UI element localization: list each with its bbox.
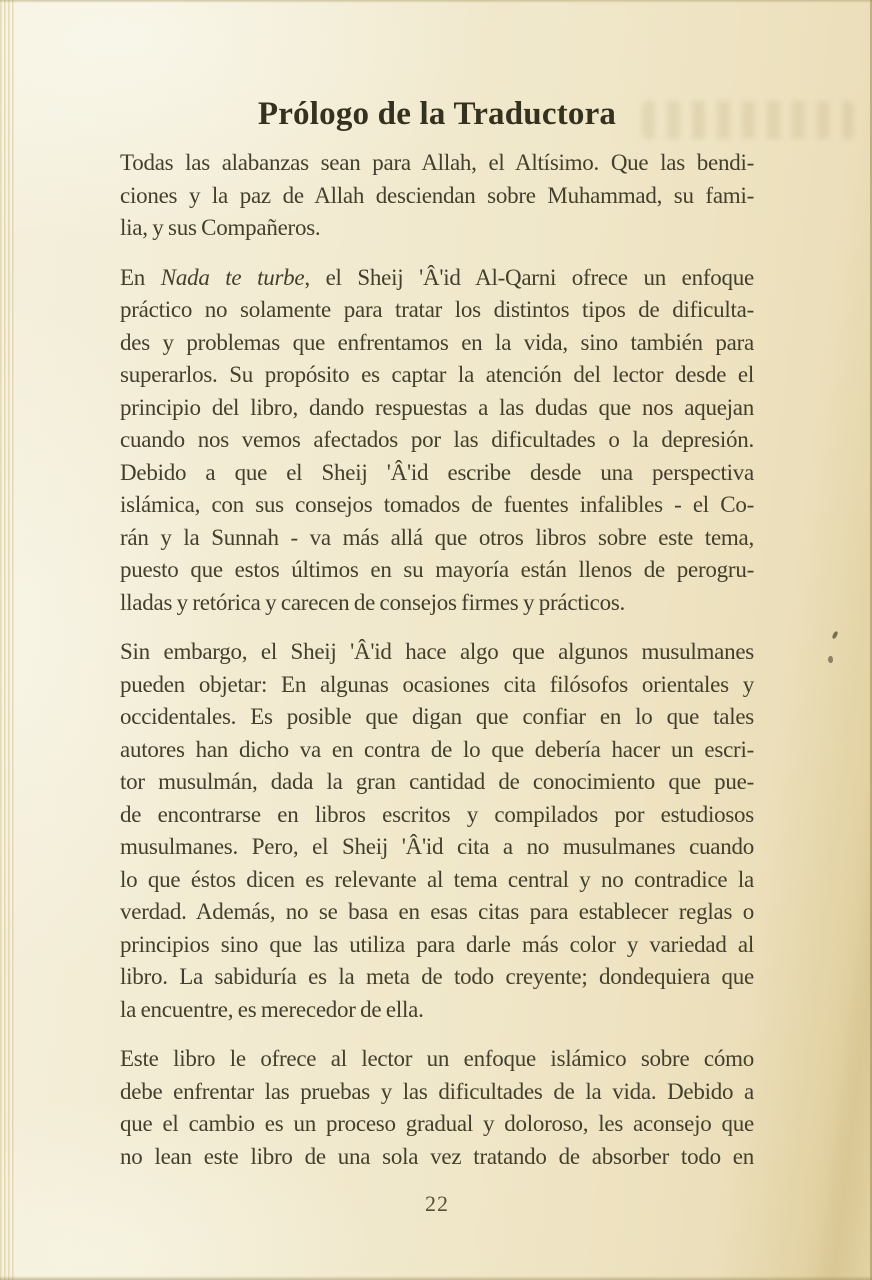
text-line: occidentales. Es posible que digan que confiar en lo que tales: [120, 704, 754, 729]
text-line: autores han dicho va en contra de lo que debería hacer un escri-: [120, 736, 754, 762]
text-line: verdad. Además, no se basa en esas citas para establecer reglas o: [120, 899, 754, 924]
text-line: puesto que estos últimos en su mayoría están llenos de perogru-: [120, 557, 754, 582]
text-line: Este libro le ofrece al lector un enfoque islámico sobre cómo: [120, 1046, 754, 1071]
text-segment: , el Sheij 'Â'id Al-Qarni ofrece un enfoque: [304, 264, 754, 290]
text-line: no lean este libro de una sola vez tratando de absorber todo en: [120, 1143, 754, 1169]
paragraph: [120, 1043, 754, 1173]
scan-speck: [832, 631, 839, 640]
text-line: lladas y retórica y carecen de consejos firmes y prácticos.: [120, 589, 626, 615]
paragraph: [120, 147, 754, 245]
text-line: principio del libro, dando respuestas a las dudas que nos aquejan: [120, 394, 754, 420]
text-line: des y problemas que enfrentamos en la vida, sino también para: [120, 329, 754, 355]
paragraph: [120, 636, 754, 1026]
page-edge-bottom: [0, 1276, 872, 1280]
text-line: musulmanes. Pero, el Sheij 'Â'id cita a no musulmanes cuando: [120, 834, 754, 859]
text-line: Sin embargo, el Sheij 'Â'id hace algo que algunos musulmanes: [120, 639, 754, 664]
text-line: debe enfrentar las pruebas y las dificultades de la vida. Debido a: [120, 1078, 754, 1104]
body-text: [120, 147, 754, 1173]
text-line: lo que éstos dicen es relevante al tema central y no contradice la: [120, 866, 754, 892]
page-edge-left: [0, 0, 15, 1280]
text-line: Debido a que el Sheij 'Â'id escribe desde una perspectiva: [120, 459, 754, 485]
text-line: principios sino que las utiliza para darle más color y variedad al: [120, 931, 754, 957]
text-line: ciones y la paz de Allah desciendan sobre Muhammad, su fami-: [120, 182, 754, 208]
scan-speck: [827, 656, 833, 664]
text-line: [120, 262, 754, 295]
text-line: lia, y sus Compañeros.: [120, 215, 321, 240]
text-line: tor musulmán, dada la gran cantidad de conocimiento que pue-: [120, 769, 754, 794]
text-segment: En: [120, 264, 161, 290]
book-title-italic: Nada te turbe: [160, 264, 305, 290]
text-line: islámica, con sus consejos tomados de fuentes infalibles - el Co-: [120, 492, 754, 517]
page-content: [120, 0, 754, 1218]
text-line: de encontrarse en libros escritos y compilados por estudiosos: [120, 801, 754, 827]
text-line: pueden objetar: En algunas ocasiones cita filósofos orientales y: [120, 671, 754, 697]
chapter-title: Prólogo de la Traductora: [257, 96, 617, 132]
paragraph: [120, 262, 754, 620]
text-line: práctico no solamente para tratar los distintos tipos de dificulta-: [120, 297, 754, 322]
text-line: libro. La sabiduría es la meta de todo creyente; dondequiera que: [120, 964, 754, 989]
page-number: 22: [425, 1191, 449, 1216]
text-line: que el cambio es un proceso gradual y doloroso, les aconsejo que: [120, 1111, 754, 1136]
text-line: rán y la Sunnah - va más allá que otros libros sobre este tema,: [120, 524, 754, 550]
text-line: superarlos. Su propósito es captar la atención del lector desde el: [120, 362, 754, 387]
text-line: la encuentre, es merecedor de ella.: [120, 996, 424, 1022]
text-line: cuando nos vemos afectados por las dificultades o la depresión.: [120, 427, 754, 452]
text-line: Todas las alabanzas sean para Allah, el Altísimo. Que las bendi-: [120, 150, 754, 175]
